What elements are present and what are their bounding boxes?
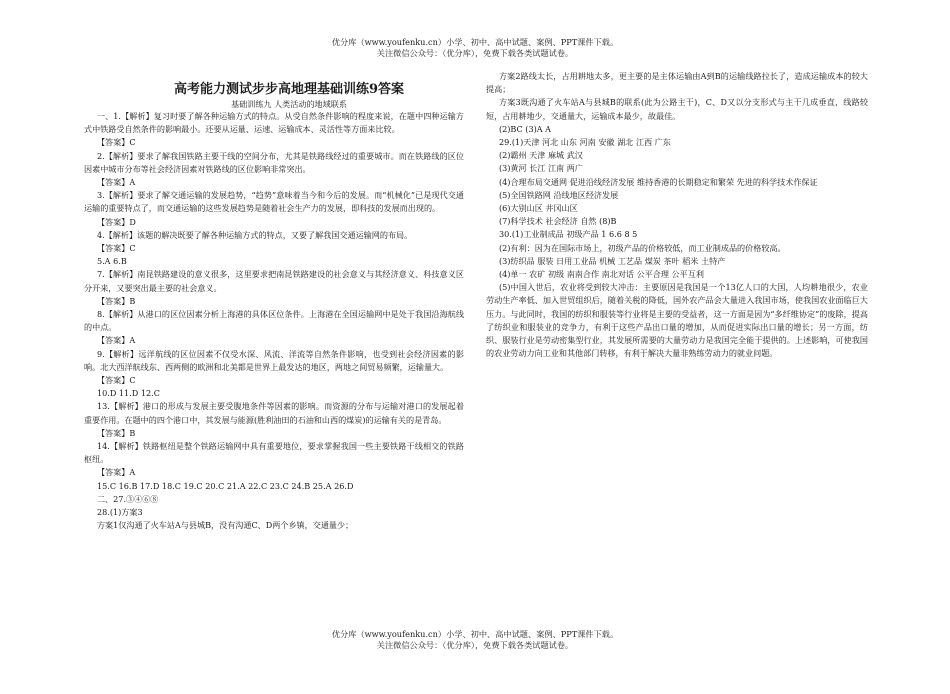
paragraph: (2)霸州 天津 麻城 武汉 — [498, 150, 583, 161]
paragraph: 一、1.【解析】复习时要了解各种运输方式的特点。从受自然条件影响的程度来说，在题中四种运输方式中铁路受自然条件的影响最小。还要从运量、运速、运输成本、灵活性等方面来比较。 — [84, 111, 464, 135]
footer-line-2: 关注微信公众号：（优分库），免费下载各类试题试卷。 — [376, 640, 574, 650]
paragraph: 方案2路线太长，占用耕地太多，更主要的是主体运输由A到B的运输线路拉长了，造成运输成本的较大提高； — [486, 71, 868, 95]
paragraph: (5)全国铁路网 沿线地区经济发展 — [498, 189, 619, 200]
right-column — [486, 70, 868, 360]
paragraph: 4.【解析】该题的解决既要了解各种运输方式的特点，又要了解我国交通运输网的布局。 — [96, 229, 413, 240]
answer-line: 【答案】C — [96, 137, 136, 148]
right-column-body — [486, 70, 868, 360]
page-footer — [0, 629, 950, 651]
paragraph: 30.(1)工业制成品 初级产品 1 6.6 8 5 — [498, 229, 638, 240]
paragraph: (4)单一 农矿 初级 南南合作 南北对话 公平合理 公平互利 — [498, 269, 704, 280]
paragraph: 7.【解析】南昆铁路建设的意义很多，这里要求把南昆铁路建设的社会意义与其经济意义、科技意义区分开来，又要突出最主要的社会意义。 — [84, 269, 464, 293]
answer-line: 【答案】C — [96, 243, 136, 254]
paragraph: 14.【解析】铁路枢纽是整个铁路运输网中具有重要地位，要求掌握我国一些主要铁路干线相交的铁路枢纽。 — [84, 441, 464, 465]
paragraph: 3.【解析】要求了解交通运输的发展趋势，“趋势”意味着当今和今后的发展。而“机械化”已是现代交通运输的重要特点了，而交通运输的这些发展趋势是随着社会生产力的发展，即科技的发展而出现的。 — [84, 190, 464, 214]
paragraph: (3)黄河 长江 江南 两广 — [498, 163, 583, 174]
header-line-2: 关注微信公众号：（优分库），免费下载各类试题试卷。 — [376, 48, 574, 58]
paragraph: 29.(1)天津 河北 山东 河南 安徽 湖北 江西 广东 — [498, 137, 671, 148]
left-column — [84, 70, 464, 533]
left-column-body — [84, 110, 464, 533]
paragraph: (5)中国入世后，农业将受到较大冲击：主要原因是我国是一个13亿人口的大国，人均耕地很少，农业劳动生产率低、加入世贸组织后，随着关税的降低，国外农产品会大量进入我国市场，使我国农业面临巨大压力。与此同时，我国的纺织和服装等行业将是主要的受益者，这一方面是因为“多纤维协定”的废除，提高了纺织业和服装业的竞争力，有利于这些产品出口量的增加，从而促进实际出口量的增长；另一方面，纺织、服装行业是劳动密集型行业，其发展所需要的大量劳动力是我国完全能于提供的。上述影响，可使我国的农业劳动力向工业和其他部门转移，有利于解决大量非熟练劳动力的就业问题。 — [486, 282, 868, 359]
document-subtitle: 基础训练九 人类活动的地域联系 — [231, 99, 347, 109]
paragraph: (7)科学技术 社会经济 自然 (8)B — [498, 216, 617, 227]
answer-line: 【答案】A — [96, 467, 136, 478]
page-header — [0, 37, 950, 59]
paragraph: 28.(1)方案3 — [96, 507, 143, 518]
paragraph: 8.【解析】从港口的区位因素分析上海港的具体区位条件。上海港在全国运输网中是处于我国沿海航线的中点。 — [84, 309, 464, 333]
paragraph: 方案3既沟通了火车站A与县城B的联系(此为公路主干)，C、D又以分支形式与主干几成垂直，线路较短，占用耕地少，交通量大，运输成本最少，故最佳。 — [486, 97, 868, 121]
paragraph: 5.A 6.B — [96, 256, 127, 267]
paragraph: (4)合理布局交通网 促进沿线经济发展 维持香港的长期稳定和繁荣 先进的科学技术作保证 — [498, 176, 818, 187]
paragraph: (2)有利：因为在国际市场上，初级产品的价格较低，而工业制成品的价格较高。 — [498, 242, 786, 253]
header-line-1: 优分库（www.youfenku.cn）小学、初中、高中试题、案例、PPT课件下载。 — [331, 37, 619, 47]
paragraph: 9.【解析】远洋航线的区位因素不仅受水深、风流、洋流等自然条件影响，也受到社会经济因素的影响。北大西洋航线东、西两侧的欧洲和北美都是世界上最发达的地区，两地之间贸易频繁，运输量大。 — [84, 348, 464, 372]
answer-line: 【答案】B — [96, 295, 136, 306]
answer-line: 【答案】A — [96, 177, 136, 188]
paragraph: 10.D 11.D 12.C — [96, 388, 160, 399]
answer-line: 【答案】A — [96, 335, 136, 346]
answer-line: 【答案】C — [96, 375, 136, 386]
paragraph: 方案1仅沟通了火车站A与县城B，没有沟通C、D两个乡镇，交通量少； — [96, 520, 354, 531]
answer-line: 【答案】B — [96, 427, 136, 438]
paragraph: 2.【解析】要求了解我国铁路主要干线的空间分布，尤其是铁路线经过的重要城市。而在铁路线的区位因素中城市分布等社会经济因素对铁路线的区位影响非常突出。 — [84, 150, 464, 174]
answer-line: 【答案】D — [96, 216, 136, 227]
paragraph: 二、27.③④⑥⑧ — [96, 493, 159, 504]
paragraph: 15.C 16.B 17.D 18.C 19.C 20.C 21.A 22.C 23.C 24.B 25.A 26.D — [96, 480, 354, 491]
document-title: 高考能力测试步步高地理基础训练9答案 — [173, 82, 405, 97]
paragraph: (2)BC (3)A A — [498, 123, 552, 134]
paragraph: (3)纺织品 服装 日用工业品 机械 工艺品 煤炭 茶叶 稻米 土特产 — [498, 255, 726, 266]
footer-line-1: 优分库（www.youfenku.cn）小学、初中、高中试题、案例、PPT课件下载。 — [331, 629, 619, 639]
paragraph: (6)大别山区 井冈山区 — [498, 203, 578, 214]
paragraph: 13.【解析】港口的形成与发展主要受腹地条件等因素的影响。而资源的分布与运输对港口的发展起着重要作用。在题中的四个港口中，其发展与能源(胜利油田的石油和山西的煤炭)的运输有关的是青岛。 — [84, 401, 464, 425]
